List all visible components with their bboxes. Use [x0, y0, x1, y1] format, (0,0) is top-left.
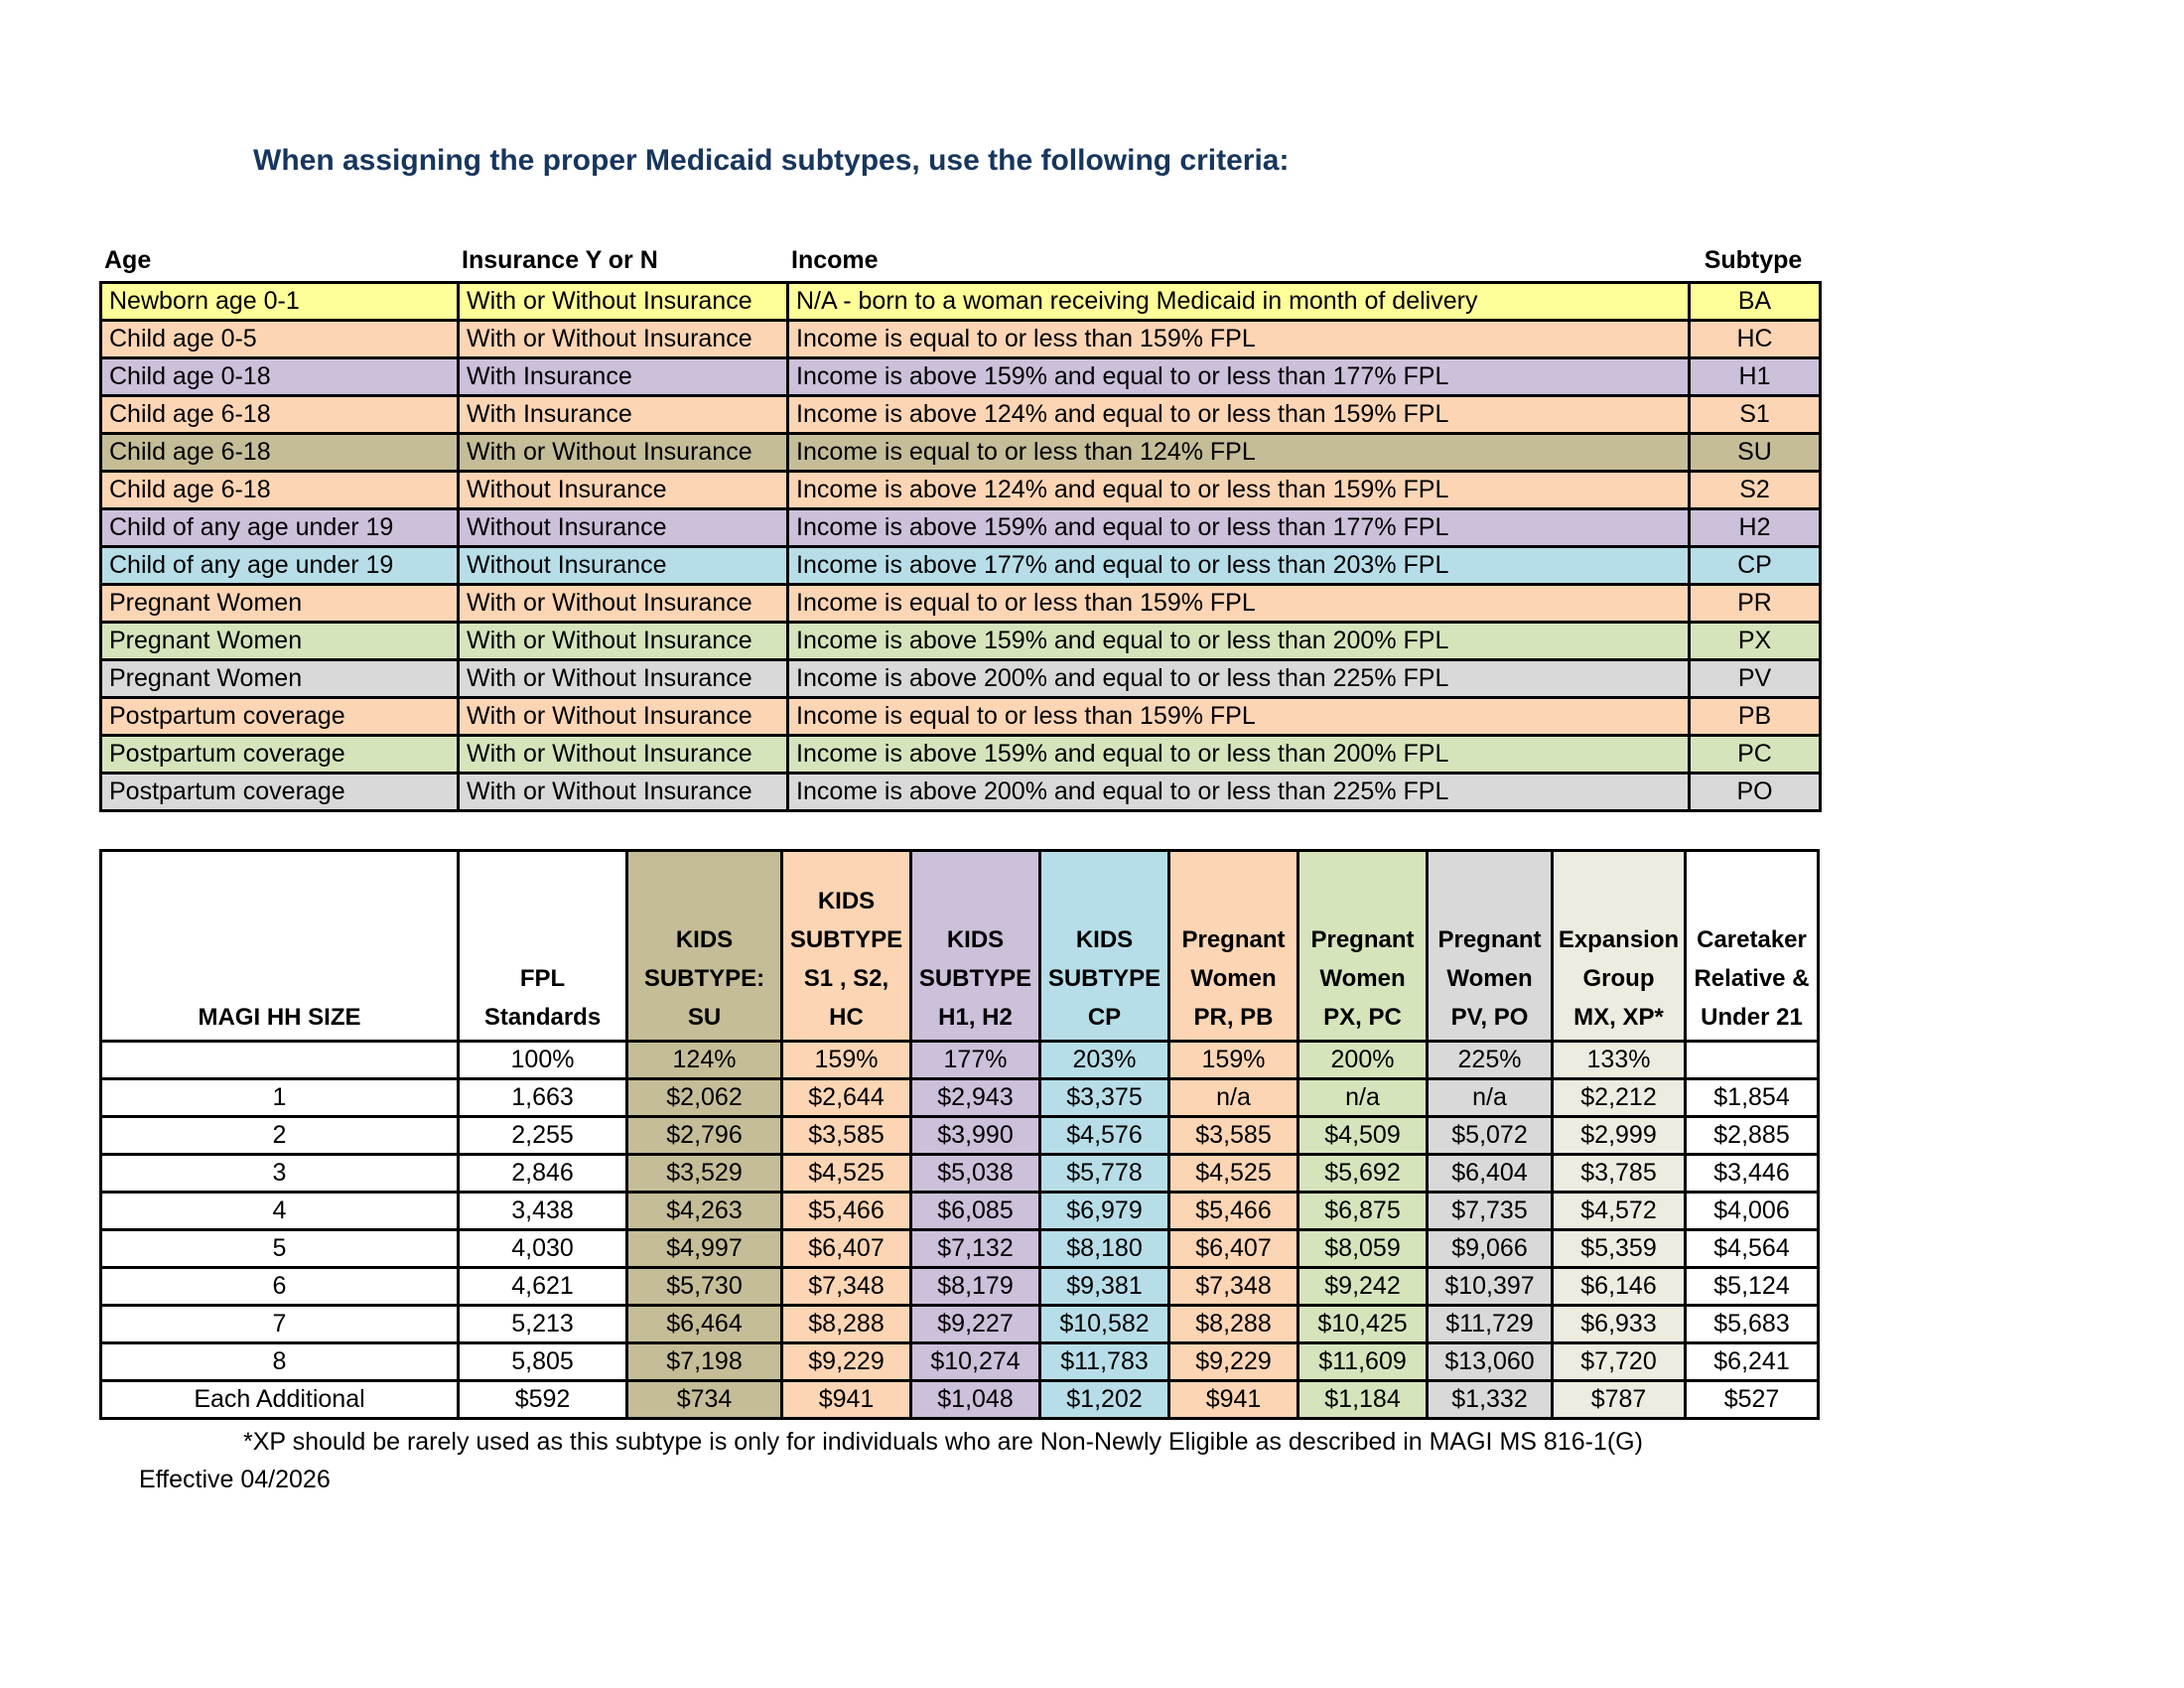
criteria-subtype-cell: CP — [1690, 547, 1821, 585]
magi-data-cell: $2,212 — [1553, 1079, 1686, 1117]
magi-data-cell: $5,466 — [1169, 1193, 1298, 1230]
magi-percent-cell — [1686, 1042, 1819, 1079]
magi-fpl-table — [99, 849, 1820, 1420]
criteria-age-cell: Pregnant Women — [101, 585, 459, 623]
magi-data-cell: $6,085 — [911, 1193, 1040, 1230]
magi-data-cell: n/a — [1298, 1079, 1428, 1117]
criteria-insurance-cell: With or Without Insurance — [459, 434, 788, 472]
criteria-row — [101, 547, 1821, 585]
criteria-income-cell: Income is equal to or less than 159% FPL — [788, 321, 1690, 358]
magi-data-cell: 2,255 — [459, 1117, 627, 1155]
magi-data-row — [101, 1193, 1819, 1230]
magi-data-cell: $2,644 — [782, 1079, 911, 1117]
magi-data-cell: $3,375 — [1040, 1079, 1169, 1117]
magi-data-cell: $3,585 — [782, 1117, 911, 1155]
criteria-subtype-cell: H1 — [1690, 358, 1821, 396]
magi-header-cell — [1686, 851, 1819, 1042]
magi-data-cell: $4,006 — [1686, 1193, 1819, 1230]
magi-data-row — [101, 1079, 1819, 1117]
xp-footnote: *XP should be rarely used as this subtype is only for individuals who are Non-Newly Eligible as described in MAGI MS 816-1(G) — [243, 1428, 1643, 1456]
magi-data-cell: 4 — [101, 1193, 459, 1230]
magi-data-cell: $734 — [627, 1381, 782, 1419]
criteria-age-cell: Postpartum coverage — [101, 774, 459, 811]
criteria-age-cell: Pregnant Women — [101, 660, 459, 698]
criteria-row — [101, 698, 1821, 736]
magi-data-cell: $3,446 — [1686, 1155, 1819, 1193]
magi-header-line: Women — [1319, 965, 1406, 992]
magi-data-cell: 5 — [101, 1230, 459, 1268]
magi-data-cell: $2,943 — [911, 1079, 1040, 1117]
criteria-row — [101, 623, 1821, 660]
criteria-income-cell: Income is above 159% and equal to or less than 200% FPL — [788, 736, 1690, 774]
magi-data-cell: $1,202 — [1040, 1381, 1169, 1419]
magi-data-cell: $4,525 — [1169, 1155, 1298, 1193]
magi-data-row — [101, 1155, 1819, 1193]
magi-data-cell: $4,997 — [627, 1230, 782, 1268]
magi-data-cell: 4,030 — [459, 1230, 627, 1268]
magi-header-line: Women — [1190, 965, 1277, 992]
magi-percent-cell: 124% — [627, 1042, 782, 1079]
magi-data-cell: $9,381 — [1040, 1268, 1169, 1306]
magi-data-cell: n/a — [1169, 1079, 1298, 1117]
criteria-row — [101, 585, 1821, 623]
magi-data-cell: 7 — [101, 1306, 459, 1343]
magi-data-cell: $4,263 — [627, 1193, 782, 1230]
magi-header-line: KIDS — [817, 888, 876, 914]
criteria-subtype-cell: H2 — [1690, 509, 1821, 547]
magi-data-cell: $2,062 — [627, 1079, 782, 1117]
criteria-row — [101, 358, 1821, 396]
magi-data-cell: $10,425 — [1298, 1306, 1428, 1343]
magi-header-cell — [1169, 851, 1298, 1042]
magi-header-line: SUBTYPE — [918, 965, 1032, 992]
criteria-age-cell: Child of any age under 19 — [101, 509, 459, 547]
criteria-age-cell: Postpartum coverage — [101, 698, 459, 736]
criteria-age-cell: Pregnant Women — [101, 623, 459, 660]
magi-header-line: Pregnant — [1437, 926, 1542, 953]
magi-data-row — [101, 1117, 1819, 1155]
magi-header-line: KIDS — [675, 926, 734, 953]
magi-header-cell — [782, 851, 911, 1042]
magi-data-cell: 3 — [101, 1155, 459, 1193]
magi-data-cell: $6,407 — [782, 1230, 911, 1268]
magi-header-line: KIDS — [1075, 926, 1134, 953]
magi-header-cell — [911, 851, 1040, 1042]
magi-data-cell: $7,348 — [1169, 1268, 1298, 1306]
criteria-age-cell: Child of any age under 19 — [101, 547, 459, 585]
criteria-age-cell: Child age 6-18 — [101, 472, 459, 509]
magi-data-cell: $9,229 — [782, 1343, 911, 1381]
criteria-subtype-cell: S2 — [1690, 472, 1821, 509]
magi-data-row — [101, 1381, 1819, 1419]
magi-data-cell: 6 — [101, 1268, 459, 1306]
magi-data-cell: $9,242 — [1298, 1268, 1428, 1306]
magi-header-cell — [101, 851, 459, 1042]
magi-data-cell: $5,730 — [627, 1268, 782, 1306]
magi-header-cell — [627, 851, 782, 1042]
magi-data-cell: $10,274 — [911, 1343, 1040, 1381]
magi-data-cell: $941 — [782, 1381, 911, 1419]
magi-percent-cell: 177% — [911, 1042, 1040, 1079]
magi-header-line: CP — [1087, 1004, 1122, 1031]
magi-header-line: SUBTYPE — [1047, 965, 1161, 992]
magi-header-line: Standards — [483, 1004, 602, 1031]
magi-header-line: HC — [829, 1004, 864, 1031]
criteria-insurance-cell: With Insurance — [459, 358, 788, 396]
magi-data-cell: $9,227 — [911, 1306, 1040, 1343]
magi-header-line: Relative & — [1694, 965, 1810, 992]
criteria-insurance-cell: With or Without Insurance — [459, 660, 788, 698]
criteria-subtype-cell: S1 — [1690, 396, 1821, 434]
magi-data-cell: 1 — [101, 1079, 459, 1117]
magi-data-cell: $13,060 — [1428, 1343, 1553, 1381]
magi-data-cell: $4,576 — [1040, 1117, 1169, 1155]
magi-data-cell: $7,348 — [782, 1268, 911, 1306]
criteria-subtype-cell: PC — [1690, 736, 1821, 774]
magi-data-cell: $8,059 — [1298, 1230, 1428, 1268]
magi-data-cell: $7,720 — [1553, 1343, 1686, 1381]
magi-header-cell — [1553, 851, 1686, 1042]
magi-header-line: MX, XP* — [1573, 1004, 1664, 1031]
criteria-age-cell: Postpartum coverage — [101, 736, 459, 774]
criteria-insurance-cell: With or Without Insurance — [459, 585, 788, 623]
magi-data-cell: $11,729 — [1428, 1306, 1553, 1343]
criteria-row — [101, 472, 1821, 509]
magi-data-cell: $8,180 — [1040, 1230, 1169, 1268]
criteria-row — [101, 660, 1821, 698]
magi-data-cell: $5,683 — [1686, 1306, 1819, 1343]
criteria-insurance-cell: Without Insurance — [459, 472, 788, 509]
magi-data-cell: 8 — [101, 1343, 459, 1381]
magi-header-line: Pregnant — [1181, 926, 1286, 953]
magi-data-cell: $1,184 — [1298, 1381, 1428, 1419]
magi-percent-cell: 159% — [1169, 1042, 1298, 1079]
criteria-insurance-cell: Without Insurance — [459, 547, 788, 585]
magi-data-cell: 1,663 — [459, 1079, 627, 1117]
criteria-income-cell: Income is equal to or less than 159% FPL — [788, 585, 1690, 623]
magi-data-cell: $4,525 — [782, 1155, 911, 1193]
criteria-income-cell: Income is above 200% and equal to or less than 225% FPL — [788, 774, 1690, 811]
magi-header-line: SU — [687, 1004, 722, 1031]
magi-header-line: H1, H2 — [938, 1004, 1013, 1031]
magi-data-cell: $3,785 — [1553, 1155, 1686, 1193]
magi-data-cell: 2,846 — [459, 1155, 627, 1193]
criteria-age-cell: Child age 6-18 — [101, 396, 459, 434]
magi-data-cell: $5,038 — [911, 1155, 1040, 1193]
criteria-subtype-cell: SU — [1690, 434, 1821, 472]
magi-header-line: Pregnant — [1310, 926, 1415, 953]
magi-percent-cell: 225% — [1428, 1042, 1553, 1079]
magi-data-cell: $592 — [459, 1381, 627, 1419]
magi-data-cell: $1,854 — [1686, 1079, 1819, 1117]
criteria-insurance-cell: With or Without Insurance — [459, 283, 788, 321]
magi-data-cell: $2,885 — [1686, 1117, 1819, 1155]
criteria-income-cell: Income is above 177% and equal to or less than 203% FPL — [788, 547, 1690, 585]
criteria-income-cell: Income is above 159% and equal to or less than 200% FPL — [788, 623, 1690, 660]
magi-data-cell: $6,875 — [1298, 1193, 1428, 1230]
magi-data-cell: Each Additional — [101, 1381, 459, 1419]
magi-header-line: Expansion — [1558, 926, 1680, 953]
magi-data-cell: 4,621 — [459, 1268, 627, 1306]
magi-data-cell: $7,132 — [911, 1230, 1040, 1268]
magi-header-cell — [1428, 851, 1553, 1042]
magi-data-cell: $941 — [1169, 1381, 1298, 1419]
magi-percent-cell: 200% — [1298, 1042, 1428, 1079]
magi-header-cell — [459, 851, 627, 1042]
magi-header-line: PR, PB — [1193, 1004, 1274, 1031]
criteria-age-cell: Newborn age 0-1 — [101, 283, 459, 321]
criteria-subtype-cell: HC — [1690, 321, 1821, 358]
magi-header-line: PX, PC — [1323, 1004, 1402, 1031]
criteria-income-cell: Income is above 159% and equal to or less than 177% FPL — [788, 509, 1690, 547]
magi-data-row — [101, 1306, 1819, 1343]
criteria-row — [101, 283, 1821, 321]
magi-header-line: FPL — [519, 965, 566, 992]
magi-data-cell: 5,213 — [459, 1306, 627, 1343]
magi-data-cell: $6,407 — [1169, 1230, 1298, 1268]
criteria-subtype-cell: PO — [1690, 774, 1821, 811]
magi-data-cell: $6,146 — [1553, 1268, 1686, 1306]
magi-data-cell: $10,582 — [1040, 1306, 1169, 1343]
magi-data-cell: $6,404 — [1428, 1155, 1553, 1193]
magi-percent-cell: 100% — [459, 1042, 627, 1079]
criteria-income-cell: Income is above 124% and equal to or less than 159% FPL — [788, 396, 1690, 434]
criteria-insurance-cell: With or Without Insurance — [459, 698, 788, 736]
magi-data-cell: 2 — [101, 1117, 459, 1155]
criteria-income-cell: N/A - born to a woman receiving Medicaid in month of delivery — [788, 283, 1690, 321]
criteria-header-income: Income — [791, 246, 879, 274]
magi-header-line: MAGI HH SIZE — [198, 1004, 361, 1031]
criteria-insurance-cell: With or Without Insurance — [459, 623, 788, 660]
effective-date: Effective 04/2026 — [139, 1466, 331, 1493]
criteria-row — [101, 509, 1821, 547]
criteria-subtype-cell: BA — [1690, 283, 1821, 321]
magi-data-cell: 3,438 — [459, 1193, 627, 1230]
criteria-header-age: Age — [104, 246, 152, 274]
magi-header-line: Women — [1446, 965, 1533, 992]
magi-header-line: KIDS — [946, 926, 1005, 953]
magi-data-cell: $4,509 — [1298, 1117, 1428, 1155]
magi-data-cell: $2,999 — [1553, 1117, 1686, 1155]
criteria-income-cell: Income is equal to or less than 124% FPL — [788, 434, 1690, 472]
magi-header-line: PV, PO — [1450, 1004, 1529, 1031]
criteria-subtype-cell: PB — [1690, 698, 1821, 736]
magi-data-cell: 5,805 — [459, 1343, 627, 1381]
magi-data-cell: $7,735 — [1428, 1193, 1553, 1230]
magi-data-cell: $5,692 — [1298, 1155, 1428, 1193]
criteria-row — [101, 736, 1821, 774]
criteria-insurance-cell: With or Without Insurance — [459, 321, 788, 358]
magi-header-row — [101, 851, 1819, 1042]
criteria-age-cell: Child age 6-18 — [101, 434, 459, 472]
magi-data-cell: $3,990 — [911, 1117, 1040, 1155]
magi-percent-cell — [101, 1042, 459, 1079]
magi-data-cell: $3,529 — [627, 1155, 782, 1193]
magi-percent-row — [101, 1042, 1819, 1079]
criteria-insurance-cell: With or Without Insurance — [459, 774, 788, 811]
magi-data-cell: $11,783 — [1040, 1343, 1169, 1381]
criteria-row — [101, 396, 1821, 434]
criteria-income-cell: Income is above 159% and equal to or less than 177% FPL — [788, 358, 1690, 396]
criteria-subtype-cell: PV — [1690, 660, 1821, 698]
magi-data-cell: $3,585 — [1169, 1117, 1298, 1155]
magi-header-line: Caretaker — [1697, 926, 1807, 953]
magi-header-line: Group — [1582, 965, 1655, 992]
magi-data-row — [101, 1343, 1819, 1381]
magi-data-cell: $787 — [1553, 1381, 1686, 1419]
magi-data-cell: $4,572 — [1553, 1193, 1686, 1230]
magi-data-cell: $7,198 — [627, 1343, 782, 1381]
magi-header-line: S1 , S2, — [803, 965, 889, 992]
magi-percent-cell: 159% — [782, 1042, 911, 1079]
magi-data-cell: $2,796 — [627, 1117, 782, 1155]
magi-data-cell: $4,564 — [1686, 1230, 1819, 1268]
criteria-age-cell: Child age 0-5 — [101, 321, 459, 358]
criteria-header-insurance: Insurance Y or N — [462, 246, 658, 274]
magi-data-cell: $8,288 — [1169, 1306, 1298, 1343]
magi-percent-cell: 203% — [1040, 1042, 1169, 1079]
magi-header-line: SUBTYPE: — [643, 965, 765, 992]
criteria-insurance-cell: Without Insurance — [459, 509, 788, 547]
criteria-income-cell: Income is above 124% and equal to or less than 159% FPL — [788, 472, 1690, 509]
magi-data-cell: $6,241 — [1686, 1343, 1819, 1381]
magi-data-cell: $8,288 — [782, 1306, 911, 1343]
criteria-age-cell: Child age 0-18 — [101, 358, 459, 396]
magi-data-cell: $11,609 — [1298, 1343, 1428, 1381]
criteria-row — [101, 321, 1821, 358]
magi-data-cell: $8,179 — [911, 1268, 1040, 1306]
magi-data-cell: $6,979 — [1040, 1193, 1169, 1230]
magi-data-cell: $6,464 — [627, 1306, 782, 1343]
criteria-table — [99, 281, 1822, 812]
magi-data-cell: $6,933 — [1553, 1306, 1686, 1343]
criteria-row — [101, 774, 1821, 811]
criteria-insurance-cell: With Insurance — [459, 396, 788, 434]
magi-data-row — [101, 1268, 1819, 1306]
magi-header-cell — [1298, 851, 1428, 1042]
magi-data-cell: n/a — [1428, 1079, 1553, 1117]
magi-header-cell — [1040, 851, 1169, 1042]
magi-data-cell: $5,359 — [1553, 1230, 1686, 1268]
magi-data-cell: $5,072 — [1428, 1117, 1553, 1155]
magi-data-cell: $5,124 — [1686, 1268, 1819, 1306]
criteria-income-cell: Income is above 200% and equal to or less than 225% FPL — [788, 660, 1690, 698]
criteria-income-cell: Income is equal to or less than 159% FPL — [788, 698, 1690, 736]
criteria-row — [101, 434, 1821, 472]
magi-data-cell: $9,066 — [1428, 1230, 1553, 1268]
magi-data-cell: $1,332 — [1428, 1381, 1553, 1419]
criteria-insurance-cell: With or Without Insurance — [459, 736, 788, 774]
criteria-subtype-cell: PR — [1690, 585, 1821, 623]
magi-data-cell: $9,229 — [1169, 1343, 1298, 1381]
magi-data-cell: $1,048 — [911, 1381, 1040, 1419]
page-title: When assigning the proper Medicaid subtypes, use the following criteria: — [253, 144, 1290, 177]
magi-percent-cell: 133% — [1553, 1042, 1686, 1079]
magi-data-row — [101, 1230, 1819, 1268]
magi-data-cell: $5,778 — [1040, 1155, 1169, 1193]
magi-data-cell: $527 — [1686, 1381, 1819, 1419]
magi-data-cell: $5,466 — [782, 1193, 911, 1230]
magi-header-line: SUBTYPE — [789, 926, 903, 953]
criteria-subtype-cell: PX — [1690, 623, 1821, 660]
magi-header-line: Under 21 — [1701, 1004, 1803, 1031]
magi-data-cell: $10,397 — [1428, 1268, 1553, 1306]
criteria-header-subtype: Subtype — [1704, 246, 1803, 274]
